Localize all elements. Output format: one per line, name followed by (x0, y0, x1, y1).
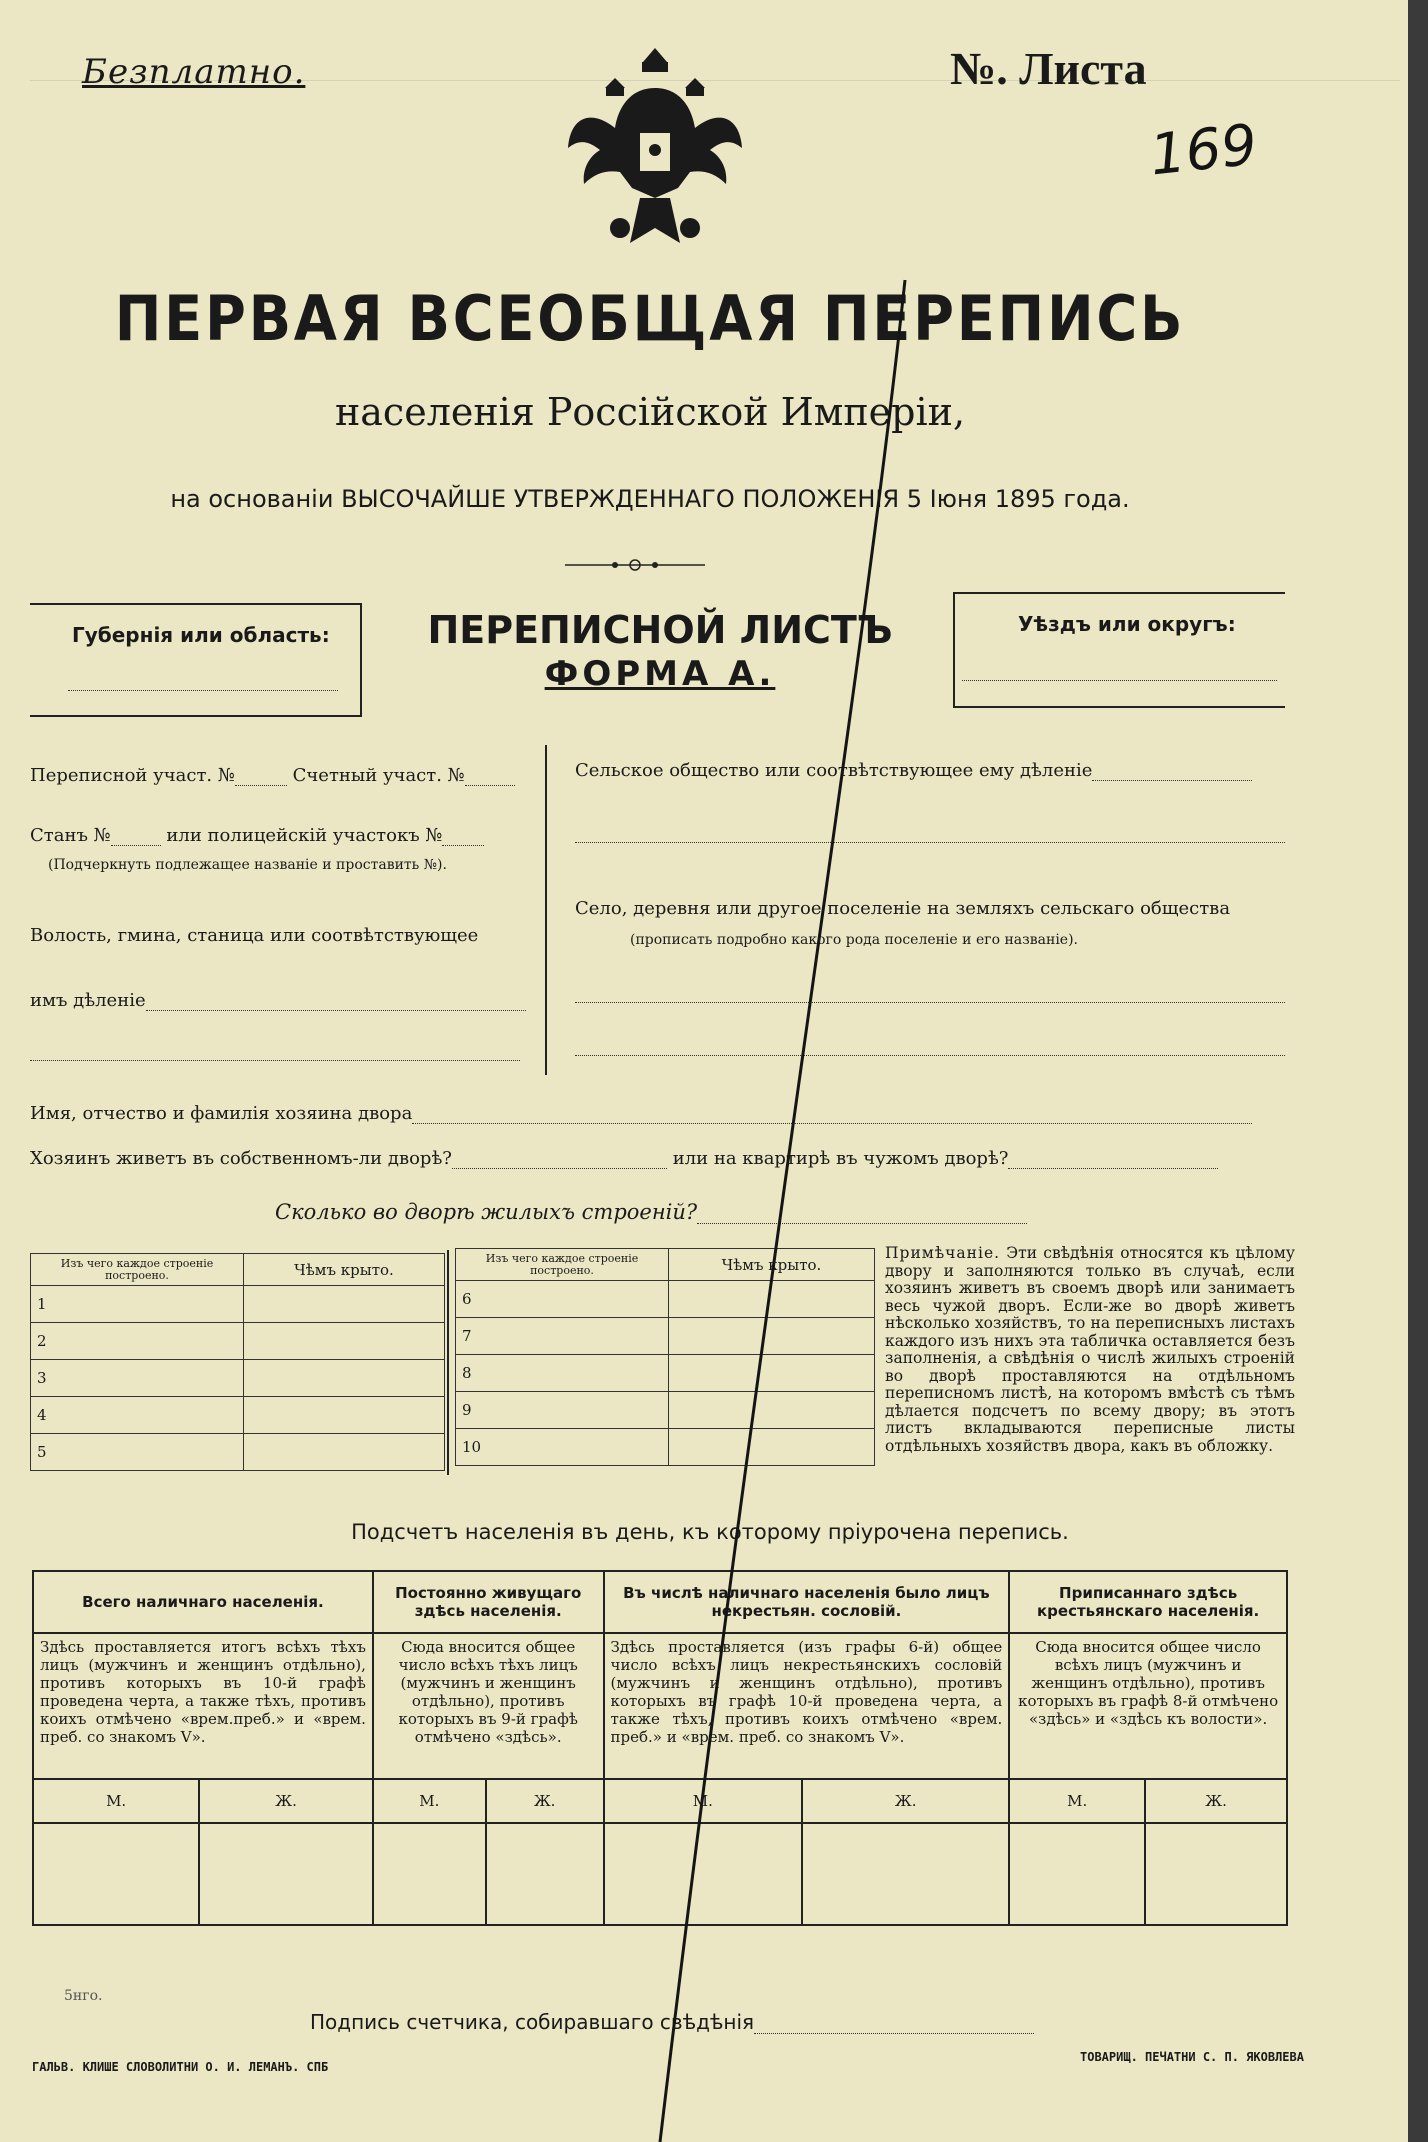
document-title: ПЕРВАЯ ВСЕОБЩАЯ ПЕРЕПИСЬ (114, 282, 1186, 355)
census-section-label: Переписной участ. № (30, 765, 235, 786)
document-subtitle: населенія Россійской Имперіи, (334, 390, 966, 434)
printer-imprint-left: ГАЛЬВ. КЛИШЕ СЛОВОЛИТНИ О. И. ЛЕМАНЪ. СПБ (32, 2060, 329, 2074)
row-number: 7 (456, 1318, 669, 1355)
col-roof-header: Чѣмъ крыто. (669, 1249, 875, 1281)
male-header: М. (604, 1779, 803, 1823)
margin-mark: 5нго. (64, 1988, 103, 2004)
signature-label: Подпись счетчика, собиравшаго свѣдѣнія (310, 2010, 755, 2034)
buildings-question: Сколько во дворѣ жилыхъ строеній? (275, 1200, 698, 1224)
stan-label: Станъ № (30, 825, 111, 846)
count-col-head: Въ числѣ наличнаго населенія было лицъ некрестьян. сословій. (604, 1571, 1010, 1633)
col-roof-header: Чѣмъ крыто. (244, 1254, 445, 1286)
female-header: Ж. (486, 1779, 604, 1823)
form-subtitle: ФОРМА А. (544, 654, 776, 694)
count-title: Подсчетъ населенія въ день, къ которому пріурочена перепись. (351, 1520, 1069, 1544)
male-header: М. (1009, 1779, 1145, 1823)
row-number: 6 (456, 1281, 669, 1318)
volost-label-1: Волость, гмина, станица или соотвѣтствующее (30, 925, 479, 946)
count-col-head: Постоянно живущаго здѣсь населенія. (373, 1571, 604, 1633)
male-header: М. (33, 1779, 199, 1823)
row-number: 2 (31, 1323, 244, 1360)
row-number: 9 (456, 1392, 669, 1429)
province-label: Губернія или область: (72, 623, 330, 647)
row-number: 4 (31, 1397, 244, 1434)
count-col-desc: Сюда вносится общее число всѣхъ тѣхъ лицъ (мужчинъ и женщинъ отдѣльно), противъ которыхъ въ 9-й графѣ отмѣчено «здѣсь». (373, 1633, 604, 1779)
col-material-header: Изъ чего каждое строеніе построено. (456, 1249, 669, 1281)
own-yard-label: Хозяинъ живетъ въ собственномъ-ли дворѣ? (30, 1148, 452, 1169)
row-number: 3 (31, 1360, 244, 1397)
male-header: М. (373, 1779, 486, 1823)
scan-edge (1408, 0, 1428, 2142)
row-number: 5 (31, 1434, 244, 1471)
free-label: Безплатно. (82, 52, 306, 92)
count-col-head: Приписаннаго здѣсь крестьянскаго населенія. (1009, 1571, 1287, 1633)
police-label: или полицейскій участокъ № (166, 825, 443, 846)
row-number: 1 (31, 1286, 244, 1323)
count-col-desc: Здѣсь проставляется итогъ всѣхъ тѣхъ лицъ (мужчинъ и женщинъ отдѣльно), противъ которыхъ въ 10-й графѣ проведена черта, а также тѣхъ, противъ коихъ отмѣчено «врем.преб.» и «врем. преб. со знакомъ V». (33, 1633, 373, 1779)
sheet-number-label: №. Листа (950, 43, 1147, 94)
sheet-number-handwritten: 169 (1146, 112, 1260, 189)
count-section-label: Счетный участ. № (292, 765, 465, 786)
decree-line: на основаніи ВЫСОЧАЙШЕ УТВЕРЖДЕННАГО ПОЛОЖЕНІЯ 5 Іюня 1895 года. (170, 485, 1130, 513)
community-label: Сельское общество или соотвѣтствующее ему дѣленіе (575, 760, 1093, 781)
apartment-label: или на квартирѣ въ чужомъ дворѣ? (672, 1148, 1009, 1169)
row-number: 10 (456, 1429, 669, 1466)
form-title: ПЕРЕПИСНОЙ ЛИСТЪ (427, 608, 893, 652)
village-label: Село, деревня или другое поселеніе на земляхъ сельскаго общества (575, 898, 1231, 919)
district-label: Уѣздъ или округъ: (1018, 612, 1236, 636)
owner-name-label: Имя, отчество и фамилія хозяина двора (30, 1103, 413, 1124)
female-header: Ж. (802, 1779, 1009, 1823)
note-text: Эти свѣдѣнія относятся къ цѣлому двору и заполняются только въ случаѣ, если хозяинъ живетъ въ своемъ дворѣ или занимаетъ весь чужой дворъ. Если-же во дворѣ живетъ нѣсколько хозяйствъ, то на переписныхъ листахъ каждого изъ нихъ эта табличка оставляется безъ заполненія, а свѣдѣнія о числѣ жилыхъ строеній во дворѣ проставляются на отдѣльномъ переписномъ листѣ, на которомъ вмѣстѣ съ тѣмъ дѣлается подсчетъ по всему двору; въ этотъ листъ вкладываются переписные листы отдѣльныхъ хозяйствъ двора, какъ въ обложку. (885, 1244, 1295, 1455)
count-col-desc: Здѣсь проставляется (изъ графы 6-й) общее число всѣхъ лицъ некрестьянскихъ сословій (мужчинъ и женщинъ отдѣльно), противъ которыхъ въ графѣ 10-й проведена черта, а также тѣхъ, противъ коихъ отмѣчено «врем. преб.» и «врем. преб. со знакомъ V». (604, 1633, 1010, 1779)
printer-imprint-right: ТОВАРИЩ. ПЕЧАТНИ С. П. ЯКОВЛЕВА (1080, 2050, 1304, 2064)
col-material-header: Изъ чего каждое строеніе построено. (31, 1254, 244, 1286)
count-col-desc: Сюда вносится общее число всѣхъ лицъ (мужчинъ и женщинъ отдѣльно), противъ которыхъ въ графѣ 8-й отмѣчено «здѣсь» и «здѣсь къ волости». (1009, 1633, 1287, 1779)
female-header: Ж. (1145, 1779, 1287, 1823)
count-col-head: Всего наличнаго населенія. (33, 1571, 373, 1633)
village-note: (прописать подробно какого рода поселеніе и его названіе). (630, 932, 1078, 948)
note-title: Примѣчаніе. (885, 1244, 1001, 1262)
stan-note: (Подчеркнуть подлежащее названіе и проставить №). (48, 857, 447, 873)
female-header: Ж. (199, 1779, 373, 1823)
row-number: 8 (456, 1355, 669, 1392)
volost-label-2: имъ дѣленіе (30, 990, 146, 1011)
